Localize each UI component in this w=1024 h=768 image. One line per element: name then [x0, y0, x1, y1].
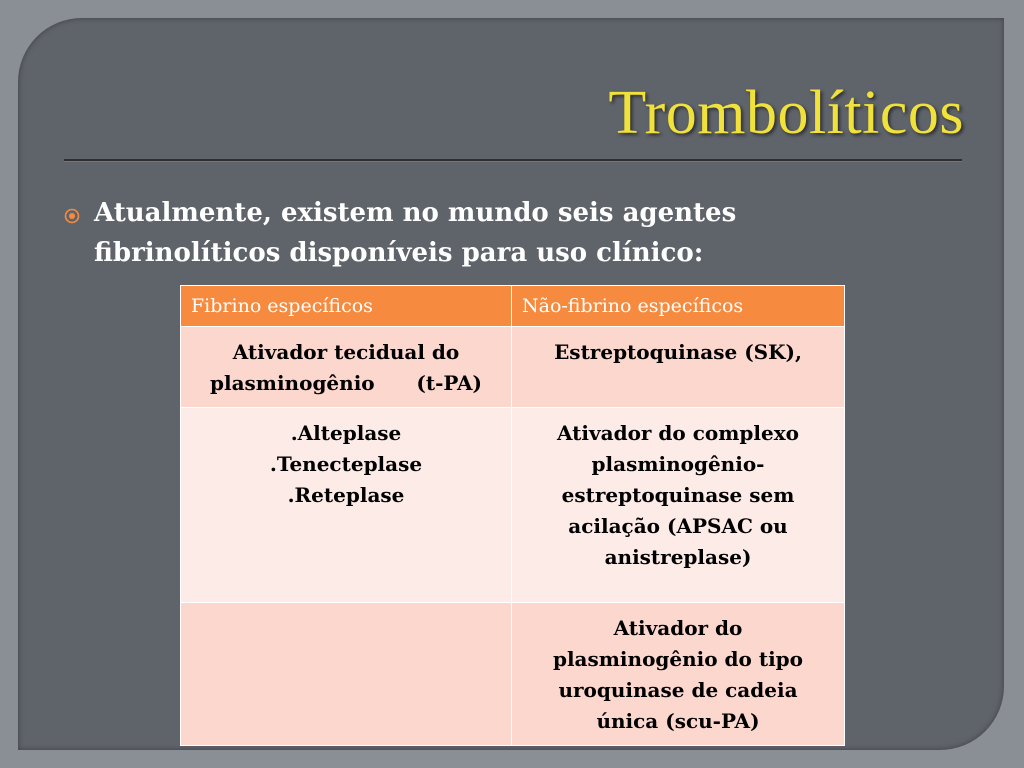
cell-line: plasminogênio- — [591, 452, 765, 476]
cell-line: acilação (APSAC ou — [568, 514, 788, 538]
table-row — [181, 408, 845, 603]
table-row — [181, 603, 845, 746]
slide-title: Trombolíticos — [608, 79, 964, 147]
title-divider — [64, 159, 962, 162]
fibrinolytics-table — [180, 285, 845, 746]
cell-line: Ativador do complexo — [557, 421, 799, 445]
table-cell — [181, 408, 512, 603]
cell-line: .Tenecteplase — [269, 452, 423, 476]
table-cell — [181, 327, 512, 408]
table-cell-empty — [181, 603, 512, 746]
cell-line: Estreptoquinase (SK), — [554, 340, 802, 364]
cell-line: plasminogênio (t-PA) — [210, 371, 482, 395]
cell-line: estreptoquinase sem — [561, 483, 795, 507]
cell-line: uroquinase de cadeia — [558, 678, 798, 702]
circled-dot-icon — [64, 208, 80, 224]
header-fibrino-especificos: Fibrino específicos — [181, 286, 512, 327]
table-cell — [512, 603, 845, 746]
table-row — [181, 327, 845, 408]
cell-line: anistreplase) — [604, 545, 752, 569]
table-header-row — [181, 286, 845, 327]
bullet-text: Atualmente, existem no mundo seis agentes fibrinolíticos disponíveis para uso clínico: — [94, 198, 737, 268]
cell-line: .Alteplase — [290, 421, 402, 445]
cell-line: única (scu-PA) — [596, 709, 760, 733]
cell-line: .Reteplase — [287, 483, 405, 507]
cell-line: Ativador tecidual do — [232, 340, 460, 364]
header-nao-fibrino-especificos: Não-fibrino específicos — [512, 286, 845, 327]
cell-line: plasminogênio do tipo — [552, 647, 804, 671]
table-cell — [512, 327, 845, 408]
table-cell — [512, 408, 845, 603]
cell-line: Ativador do — [613, 616, 743, 640]
